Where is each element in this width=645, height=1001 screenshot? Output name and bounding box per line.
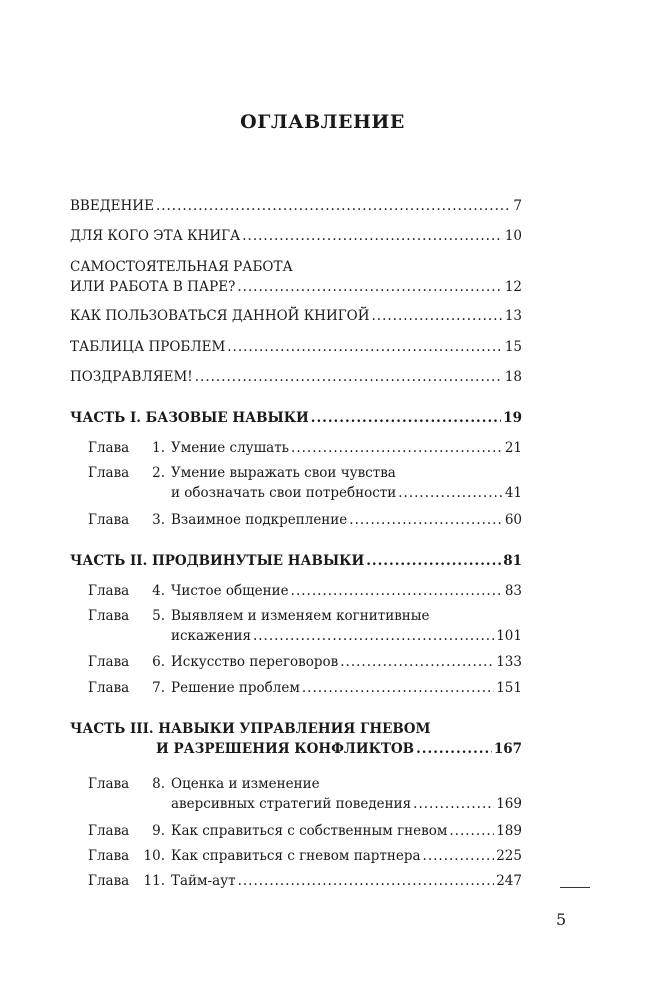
toc-part-heading bbox=[70, 719, 522, 759]
page-number: 5 bbox=[556, 910, 567, 929]
toc-entry bbox=[70, 367, 522, 387]
chapter-number: 8. bbox=[152, 776, 165, 792]
chapter-label: Глава bbox=[88, 823, 130, 839]
toc-entry bbox=[70, 226, 522, 246]
toc-part-heading bbox=[70, 408, 522, 428]
chapter-number: 2. bbox=[152, 465, 165, 481]
chapter-label: Глава bbox=[88, 440, 130, 456]
dot-leader bbox=[237, 277, 503, 297]
chapter-title: и обозначать свои потребности bbox=[171, 485, 397, 501]
chapter-page: 101 bbox=[496, 628, 522, 644]
chapter-label: Глава bbox=[88, 848, 130, 864]
chapter-number: 11. bbox=[143, 873, 165, 889]
chapter-number: 1. bbox=[152, 440, 165, 456]
chapter-title: Как справиться с собственным гневом bbox=[171, 823, 448, 839]
chapter-page: 83 bbox=[504, 583, 522, 599]
chapter-page: 189 bbox=[496, 823, 522, 839]
chapter-label: Глава bbox=[88, 654, 130, 670]
chapter-number: 10. bbox=[143, 848, 165, 864]
chapter-label: Глава bbox=[88, 583, 130, 599]
chapter-page: 247 bbox=[496, 873, 522, 889]
entry-page: 7 bbox=[513, 198, 522, 214]
chapter-label: Глава bbox=[88, 873, 130, 889]
toc-entry bbox=[70, 257, 522, 297]
entry-title-line: САМОСТОЯТЕЛЬНАЯ РАБОТА bbox=[70, 259, 293, 275]
entry-title: ИЛИ РАБОТА В ПАРЕ? bbox=[70, 279, 236, 295]
chapter-title: искажения bbox=[171, 628, 251, 644]
chapter-title: аверсивных стратегий поведения bbox=[171, 796, 412, 812]
chapter-label: Глава bbox=[88, 680, 130, 696]
chapter-page: 151 bbox=[496, 680, 522, 696]
dot-leader bbox=[449, 821, 494, 841]
chapter-page: 225 bbox=[496, 848, 522, 864]
chapter-title: Как справиться с гневом партнера bbox=[171, 848, 421, 864]
dot-leader bbox=[423, 846, 495, 866]
chapter-number: 4. bbox=[152, 583, 165, 599]
entry-title: ТАБЛИЦА ПРОБЛЕМ bbox=[70, 339, 226, 355]
chapter-number: 6. bbox=[152, 654, 165, 670]
entry-title: КАК ПОЛЬЗОВАТЬСЯ ДАННОЙ КНИГОЙ bbox=[70, 308, 370, 324]
chapter-title: Искусство переговоров bbox=[171, 654, 339, 670]
chapter-number: 9. bbox=[152, 823, 165, 839]
chapter-number: 5. bbox=[152, 608, 165, 624]
dot-leader bbox=[195, 367, 503, 387]
chapter-label: Глава bbox=[88, 608, 130, 624]
part-title-line: ЧАСТЬ III. НАВЫКИ УПРАВЛЕНИЯ ГНЕВОМ bbox=[70, 721, 431, 737]
dot-leader bbox=[366, 551, 501, 571]
part-title: ЧАСТЬ I. БАЗОВЫЕ НАВЫКИ bbox=[70, 410, 309, 426]
chapter-page: 169 bbox=[496, 796, 522, 812]
dot-leader bbox=[227, 337, 503, 357]
part-page: 19 bbox=[503, 410, 522, 426]
chapter-label: Глава bbox=[88, 512, 130, 528]
dot-leader bbox=[372, 306, 503, 326]
dot-leader bbox=[291, 438, 503, 458]
chapter-title: Чистое общение bbox=[171, 583, 289, 599]
dot-leader bbox=[416, 739, 492, 759]
dot-leader bbox=[349, 510, 503, 530]
dot-leader bbox=[291, 581, 503, 601]
chapter-title: Тайм-аут bbox=[171, 873, 236, 889]
chapter-title-line: Умение выражать свои чувства bbox=[171, 465, 396, 481]
dot-leader bbox=[242, 226, 503, 246]
folio-rule bbox=[560, 887, 590, 888]
part-title: И РАЗРЕШЕНИЯ КОНФЛИКТОВ bbox=[156, 741, 415, 757]
chapter-number: 3. bbox=[152, 512, 165, 528]
dot-leader bbox=[238, 871, 495, 891]
dot-leader bbox=[413, 794, 494, 814]
chapter-title: Взаимное подкрепление bbox=[171, 512, 348, 528]
entry-page: 12 bbox=[504, 279, 522, 295]
part-page: 81 bbox=[503, 553, 522, 569]
entry-page: 13 bbox=[504, 308, 522, 324]
chapter-title-line: Выявляем и изменяем когнитивные bbox=[171, 608, 430, 624]
entry-page: 15 bbox=[504, 339, 522, 355]
dot-leader bbox=[156, 196, 511, 216]
dot-leader bbox=[340, 652, 494, 672]
chapter-number: 7. bbox=[152, 680, 165, 696]
toc-part-heading bbox=[70, 551, 522, 571]
entry-page: 10 bbox=[504, 228, 522, 244]
chapter-page: 133 bbox=[496, 654, 522, 670]
entry-title: ПОЗДРАВЛЯЕМ! bbox=[70, 369, 193, 385]
entry-title: ДЛЯ КОГО ЭТА КНИГА bbox=[70, 228, 241, 244]
dot-leader bbox=[253, 626, 494, 646]
dot-leader bbox=[398, 483, 503, 503]
chapter-label: Глава bbox=[88, 465, 130, 481]
toc-entry bbox=[70, 337, 522, 357]
chapter-page: 21 bbox=[504, 440, 522, 456]
part-title: ЧАСТЬ II. ПРОДВИНУТЫЕ НАВЫКИ bbox=[70, 553, 365, 569]
entry-title: ВВЕДЕНИЕ bbox=[70, 198, 154, 214]
chapter-title: Решение проблем bbox=[171, 680, 300, 696]
entry-page: 18 bbox=[504, 369, 522, 385]
dot-leader bbox=[302, 678, 494, 698]
toc-entry bbox=[70, 196, 522, 216]
chapter-page: 60 bbox=[504, 512, 522, 528]
chapter-label: Глава bbox=[88, 776, 130, 792]
toc-entry bbox=[70, 306, 522, 326]
chapter-title: Умение слушать bbox=[171, 440, 290, 456]
chapter-title-line: Оценка и изменение bbox=[171, 776, 320, 792]
part-page: 167 bbox=[493, 741, 522, 757]
dot-leader bbox=[311, 408, 501, 428]
page-title: ОГЛАВЛЕНИЕ bbox=[240, 111, 405, 133]
chapter-page: 41 bbox=[504, 485, 522, 501]
